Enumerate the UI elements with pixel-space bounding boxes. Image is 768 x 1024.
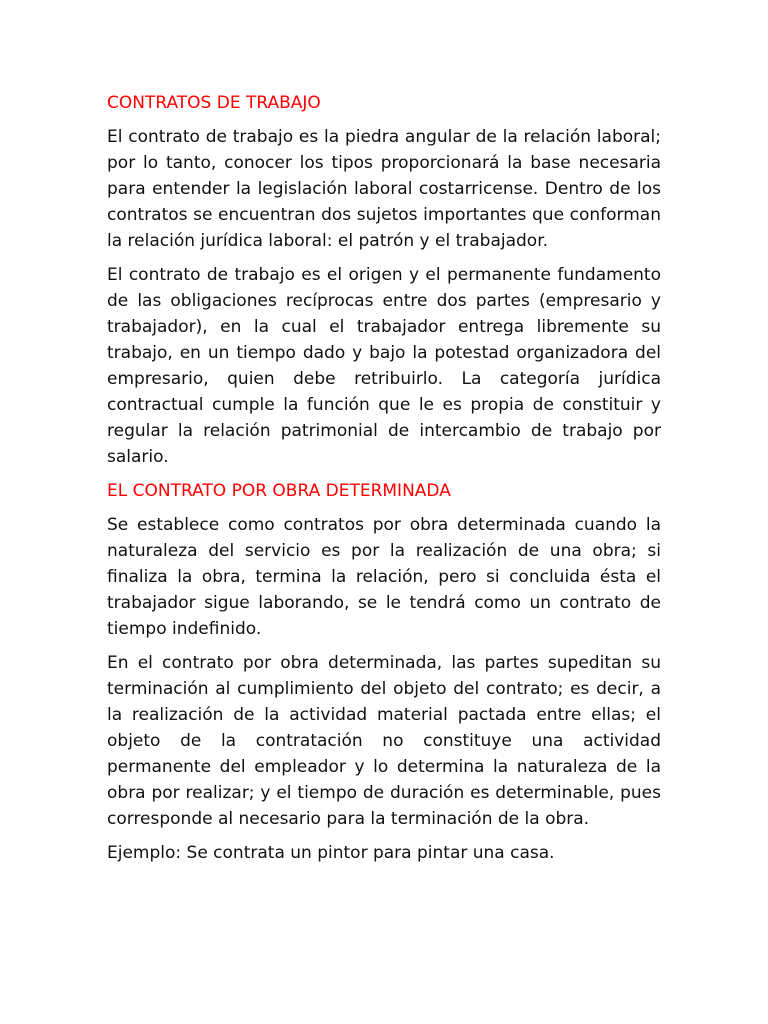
document-page bbox=[107, 90, 661, 874]
paragraph: Se establece como contratos por obra determinada cuando la naturaleza del servicio es por la realización de una obra; si finaliza la obra, termina la relación, pero si concluida ésta el trabajador sigue laborando, se le tendrá como un contrato de tiempo indefinido. bbox=[107, 515, 661, 639]
paragraph: El contrato de trabajo es la piedra angular de la relación laboral; por lo tanto, conocer los tipos proporcionará la base necesaria para entender la legislación laboral costarricense. Dentro de los contratos se encuentran dos sujetos importantes que conforman la relación jurídica laboral: el patrón y el trabajador. bbox=[107, 127, 661, 251]
paragraph: En el contrato por obra determinada, las partes supeditan su terminación al cumplimiento del objeto del contrato; es decir, a la realización de la actividad material pactada entre ellas; el objeto de la contratación no constituye una actividad permanente del empleador y lo determina la naturaleza de la obra por realizar; y el tiempo de duración es determinable, pues corresponde al necesario para la terminación de la obra. bbox=[107, 653, 661, 829]
paragraph: El contrato de trabajo es el origen y el permanente fundamento de las obligaciones recíprocas entre dos partes (empresario y trabajador), en la cual el trabajador entrega libremente su trabajo, en un tiempo dado y bajo la potestad organizadora del empresario, quien debe retribuirlo. La categoría jurídica contractual cumple la función que le es propia de constituir y regular la relación patrimonial de intercambio de trabajo por salario. bbox=[107, 265, 661, 467]
section-heading-contratos-de-trabajo: CONTRATOS DE TRABAJO bbox=[107, 93, 321, 113]
example-paragraph: Ejemplo: Se contrata un pintor para pintar una casa. bbox=[107, 843, 555, 863]
section-heading-contrato-por-obra-determinada: EL CONTRATO POR OBRA DETERMINADA bbox=[107, 481, 451, 501]
